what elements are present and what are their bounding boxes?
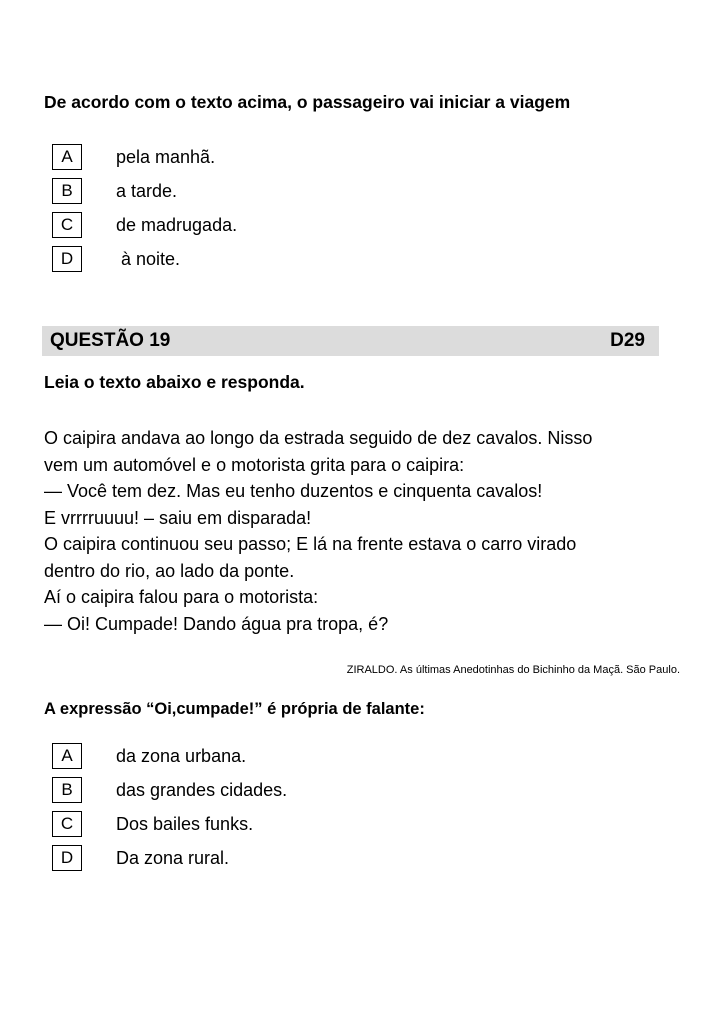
story-line: O caipira andava ao longo da estrada seguido de dez cavalos. Nisso xyxy=(44,428,593,448)
option-a[interactable] xyxy=(52,739,287,773)
option-letter-box[interactable]: D xyxy=(52,845,82,871)
option-text: das grandes cidades. xyxy=(116,779,288,800)
story-line: — Você tem dez. Mas eu tenho duzentos e cinquenta cavalos! xyxy=(44,481,543,501)
option-letter-box[interactable]: D xyxy=(52,246,82,272)
option-text: pela manhã. xyxy=(116,146,216,167)
story-line: O caipira continuou seu passo; E lá na frente estava o carro virado xyxy=(44,534,577,554)
source-citation: ZIRALDO. As últimas Anedotinhas do Bichinho da Maçã. São Paulo. xyxy=(346,664,680,676)
option-letter-box[interactable]: A xyxy=(52,144,82,170)
option-text: da zona urbana. xyxy=(116,745,247,766)
question-19-header xyxy=(42,326,659,356)
option-text: de madrugada. xyxy=(116,214,238,235)
option-text: a tarde. xyxy=(116,180,178,201)
option-a[interactable] xyxy=(52,140,237,174)
option-letter-box[interactable]: C xyxy=(52,811,82,837)
story-line: Aí o caipira falou para o motorista: xyxy=(44,587,319,607)
option-letter-box[interactable]: B xyxy=(52,178,82,204)
question-19-options xyxy=(52,739,287,875)
question-18-prompt: De acordo com o texto acima, o passageiro vai iniciar a viagem xyxy=(44,92,571,112)
story-line: E vrrrruuuu! – saiu em disparada! xyxy=(44,507,312,528)
option-b[interactable] xyxy=(52,174,237,208)
question-18-options xyxy=(52,140,237,276)
option-text: Da zona rural. xyxy=(116,847,230,868)
story-text xyxy=(44,425,684,637)
option-c[interactable] xyxy=(52,807,287,841)
question-19-prompt: A expressão “Oi,cumpade!” é própria de falante: xyxy=(44,700,425,718)
story-line: vem um automóvel e o motorista grita para o caipira: xyxy=(44,454,465,475)
story-line: — Oi! Cumpade! Dando água pra tropa, é? xyxy=(44,613,389,634)
option-letter-box[interactable]: C xyxy=(52,212,82,238)
story-line: dentro do rio, ao lado da ponte. xyxy=(44,560,295,581)
option-text: Dos bailes funks. xyxy=(116,813,254,834)
option-b[interactable] xyxy=(52,773,287,807)
option-letter-box[interactable]: B xyxy=(52,777,82,803)
option-d[interactable] xyxy=(52,242,237,276)
option-text: à noite. xyxy=(116,248,181,269)
option-d[interactable] xyxy=(52,841,287,875)
option-c[interactable] xyxy=(52,208,237,242)
descriptor-code: D29 xyxy=(610,330,645,351)
option-letter-box[interactable]: A xyxy=(52,743,82,769)
question-19-instruction: Leia o texto abaixo e responda. xyxy=(44,372,305,392)
question-title: QUESTÃO 19 xyxy=(50,330,171,351)
